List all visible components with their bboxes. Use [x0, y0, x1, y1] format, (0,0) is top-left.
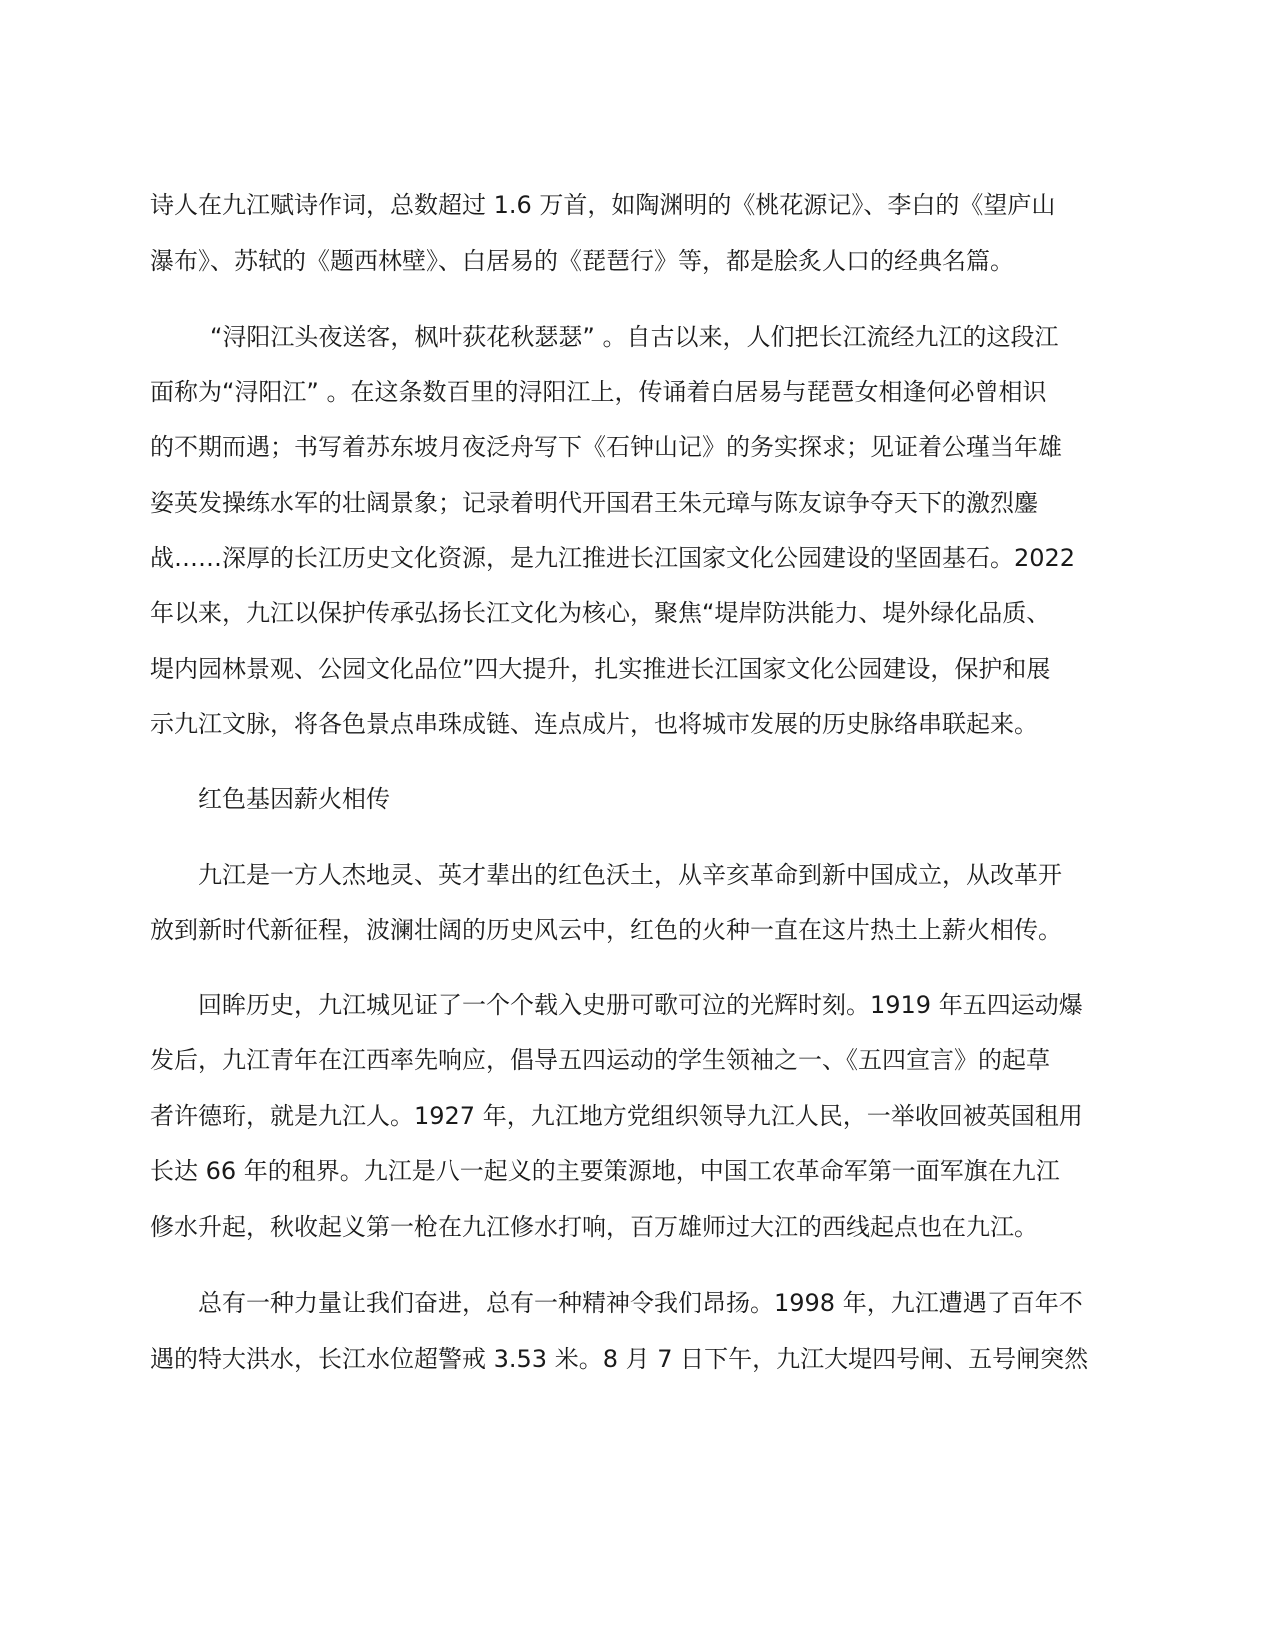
text-line: 者许德珩，就是九江人。1927 年，九江地方党组织领导九江人民，一举收回被英国租用: [150, 1102, 1083, 1130]
text-line: 姿英发操练水军的壮阔景象；记录着明代开国君王朱元璋与陈友谅争夺天下的激烈鏖: [150, 489, 1038, 517]
text-line: 放到新时代新征程，波澜壮阔的历史风云中，红色的火种一直在这片热土上薪火相传。: [150, 916, 1062, 944]
text-line: 的不期而遇；书写着苏东坡月夜泛舟写下《石钟山记》的务实探求；见证着公瑾当年雄: [150, 433, 1062, 461]
text-line: 发后，九江青年在江西率先响应，倡导五四运动的学生领袖之一、《五四宣言》的起草: [150, 1046, 1050, 1074]
section-heading: 红色基因薪火相传: [198, 785, 390, 813]
text-line: 战……深厚的长江历史文化资源，是九江推进长江国家文化公园建设的坚固基石。2022: [150, 544, 1076, 572]
text-line: 面称为“浔阳江” 。在这条数百里的浔阳江上，传诵着白居易与琵琶女相逢何必曾相识: [150, 378, 1047, 406]
text-line: 回眸历史，九江城见证了一个个载入史册可歌可泣的光辉时刻。1919 年五四运动爆: [198, 991, 1083, 1019]
text-line: 总有一种力量让我们奋进，总有一种精神令我们昂扬。1998 年，九江遭遇了百年不: [198, 1289, 1083, 1317]
text-line: 修水升起，秋收起义第一枪在九江修水打响，百万雄师过大江的西线起点也在九江。: [150, 1213, 1038, 1241]
text-line: 遇的特大洪水，长江水位超警戒 3.53 米。8 月 7 日下午，九江大堤四号闸、五号闸突然: [150, 1345, 1089, 1373]
text-line: 诗人在九江赋诗作词，总数超过 1.6 万首，如陶渊明的《桃花源记》、李白的《望庐山: [150, 191, 1056, 219]
text-line: 示九江文脉，将各色景点串珠成链、连点成片，也将城市发展的历史脉络串联起来。: [150, 710, 1038, 738]
text-line: 年以来，九江以保护传承弘扬长江文化为核心，聚焦“堤岸防洪能力、堤外绿化品质、: [150, 599, 1051, 627]
text-line: 长达 66 年的租界。九江是八一起义的主要策源地，中国工农革命军第一面军旗在九江: [150, 1157, 1060, 1185]
text-line: 九江是一方人杰地灵、英才辈出的红色沃土，从辛亥革命到新中国成立，从改革开: [198, 861, 1062, 889]
text-line: “浔阳江头夜送客，枫叶荻花秋瑟瑟” 。自古以来，人们把长江流经九江的这段江: [210, 323, 1059, 351]
text-line: 瀑布》、苏轼的《题西林壁》、白居易的《琵琶行》等，都是脍炙人口的经典名篇。: [150, 247, 1014, 275]
text-line: 堤内园林景观、公园文化品位”四大提升，扎实推进长江国家文化公园建设，保护和展: [150, 655, 1051, 683]
